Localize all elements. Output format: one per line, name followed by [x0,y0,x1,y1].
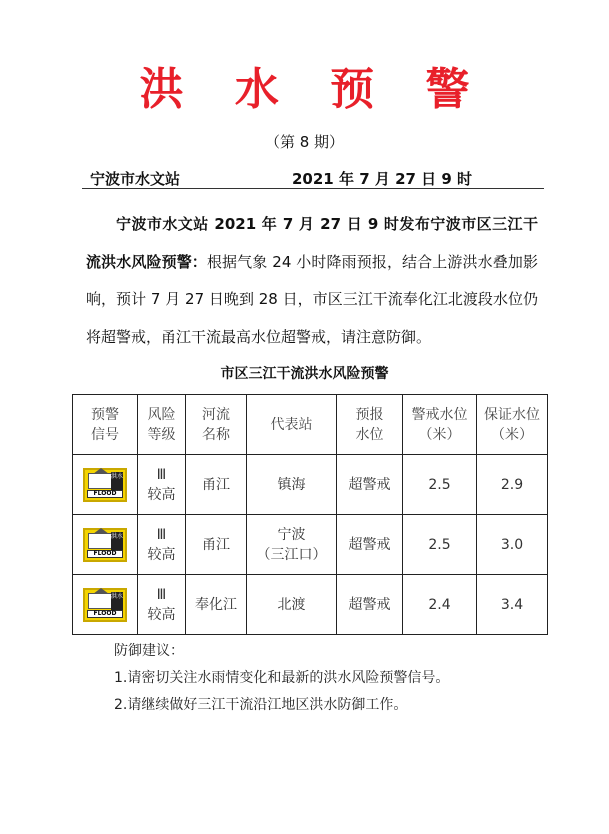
guarantee-level-value: 3.4 [477,575,548,635]
station-name: 宁波 （三江口） [247,515,337,575]
advice-item: 2.请继续做好三江干流沿江地区洪水防御工作。 [114,697,408,713]
forecast-level: 超警戒 [337,515,403,575]
advice-heading: 防御建议： [114,643,184,659]
table-row [73,515,548,575]
table-title: 市区三江干流洪水风险预警 [220,366,389,382]
header-signal: 预警 信号 [73,395,138,455]
header-level: 风险 等级 [138,395,186,455]
defense-advice [114,638,449,719]
flood-risk-table [72,394,548,635]
risk-level: Ⅲ 较高 [138,575,186,635]
issue-datetime: 2021 年 7 月 27 日 9 时 [292,170,473,188]
header-warning-level: 警戒水位 （米） [403,395,477,455]
table-row [73,575,548,635]
river-name: 甬江 [186,455,247,515]
issuing-organization: 宁波市水文站 [90,170,181,188]
forecast-level: 超警戒 [337,575,403,635]
issue-number: （第 8 期） [264,133,345,151]
signal-cell [73,455,138,515]
advice-item: 1.请密切关注水雨情变化和最新的洪水风险预警信号。 [114,670,450,686]
yellow-flood-warning-icon: 洪水 FLOOD [83,528,127,562]
forecast-level: 超警戒 [337,455,403,515]
yellow-flood-warning-icon: 洪水 FLOOD [83,588,127,622]
document-title: 洪 水 预 警 [139,64,488,115]
station-name: 北渡 [247,575,337,635]
announcement-body: 根据气象 24 小时降雨预报，结合上游洪水叠加影响，预计 7 月 27 日晚到 28 日，市区三江干流奉化江北渡段水位仍将超警戒，甬江干流最高水位超警戒，请注意防御。 [86,252,538,346]
signal-cell [73,515,138,575]
warning-level-value: 2.5 [403,515,477,575]
header-forecast: 预报 水位 [337,395,403,455]
guarantee-level-value: 3.0 [477,515,548,575]
risk-level: Ⅲ 较高 [138,455,186,515]
header-divider [82,188,544,189]
station-name: 镇海 [247,455,337,515]
warning-level-value: 2.5 [403,455,477,515]
header-station: 代表站 [247,395,337,455]
header-river: 河流 名称 [186,395,247,455]
river-name: 甬江 [186,515,247,575]
header-guarantee-level: 保证水位 （米） [477,395,548,455]
yellow-flood-warning-icon: 洪水 FLOOD [83,468,127,502]
river-name: 奉化江 [186,575,247,635]
risk-level: Ⅲ 较高 [138,515,186,575]
signal-cell [73,575,138,635]
guarantee-level-value: 2.9 [477,455,548,515]
warning-level-value: 2.4 [403,575,477,635]
announcement-lead: 宁波市水文站 2021 年 7 月 27 日 9 时发布宁波市区三江干流洪水风险预警： [86,215,538,271]
table-header-row [73,395,548,455]
table-row [73,455,548,515]
announcement-paragraph [86,206,538,356]
